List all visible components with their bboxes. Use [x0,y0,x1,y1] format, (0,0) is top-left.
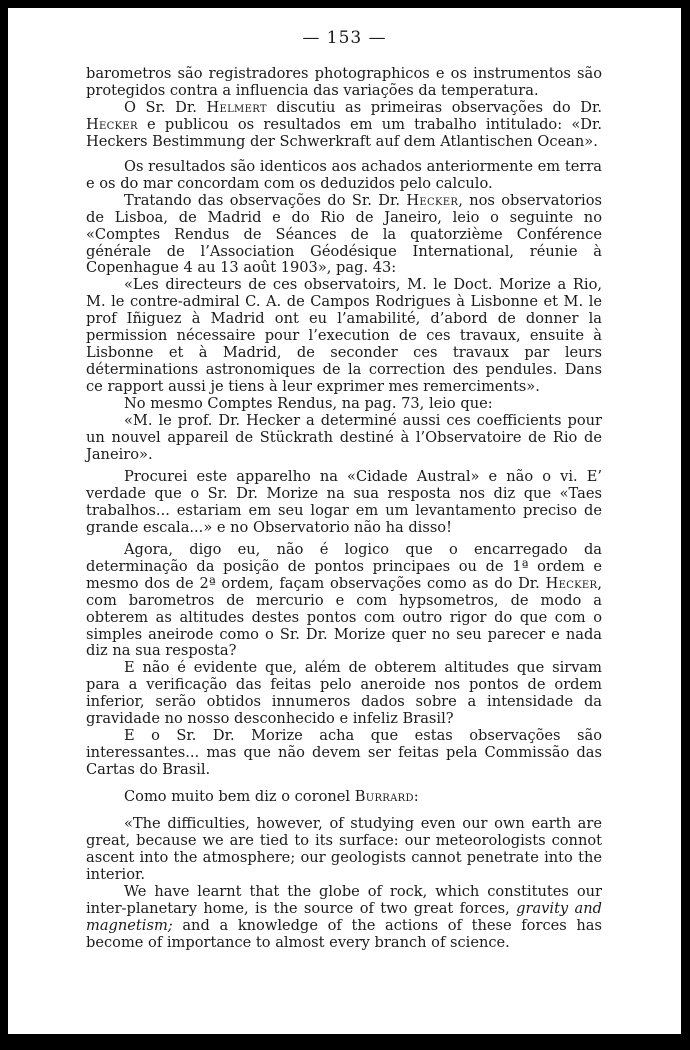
paragraph-5-quote: «Les directeurs de ces observatoirs, M. le Doct. Morize a Rio, M. le contre-admiral C. A. de Campos Rodrigues à Lisbonne et M. le prof Iñiguez à Madrid ont eu l’amabilité, d’abord de donner la permission nécessaire pour l’execution de ces travaux, ensuite à Lisbonne et à Madrid, de seconder ces travaux par leurs déterminations astronomiques de la correction des pendules. Dans ce rapport aussi je tiens à leur exprimer mes remerciments». [86,276,602,396]
paragraph-13-quote: «The difficulties, however, of studying even our own earth are great, because we are tied to its surface: our meteorologists connot ascent into the atmosphere; our geologists cannot penetrate into the interior. [86,815,602,883]
page-number: — 153 — [302,28,387,48]
author-name-hecker: Hecker [86,115,138,133]
paragraph-14-text-b: and a knowledge of the actions of these forces has become of importance to almost every branch of science. [86,916,602,951]
paragraph-4-text-a: Tratando das observações do Sr. Dr. [124,191,407,209]
paragraph-2-text-c: e publicou os resultados em um trabalho intitulado: «Dr. Heckers Bestimmung der Schwerkraft auf dem Atlantischen Ocean». [86,115,602,150]
paragraph-14-text-a: We have learnt that the globe of rock, which constitutes our inter-planetary home, is the source of two great forces, [86,882,602,917]
paragraph-9-text-a: Agora, digo eu, não é logico que o encarregado da determinação da posição de pontos principaes ou de 1ª ordem e mesmo dos de 2ª ordem, façam observações como as do Dr. [86,540,602,592]
paragraph-2-text-b: discutiu as primeiras observações do Dr. [266,98,602,116]
paragraph-12-text-a: Como muito bem diz o coronel [124,788,355,806]
paragraph-7-quote: «M. le prof. Dr. Hecker a determiné aussi ces coefficients pour un nouvel appareil de Stückrath destiné à l’Observatoire de Rio de Janeiro». [86,412,602,463]
paragraph-14-quote [86,884,602,952]
paragraph-12-text-b: : [413,788,419,806]
paragraph-1: barometros são registradores photographicos e os instrumentos são protegidos contra a influencia das variações da temperatura. [86,65,602,99]
paragraph-12 [86,789,602,806]
paragraph-9-text-b: , com barometros de mercurio e com hypsometros, de modo a obterem as altitudes destes pontos com outro rigor do que com o simples aneirode como o Sr. Dr. Morize quer no seu parecer e nada diz na sua resposta? [86,574,602,660]
paragraph-3: Os resultados são identicos aos achados anteriormente em terra e os do mar concordam com os deduzidos pelo calculo. [86,157,602,192]
paragraph-10: E não é evidente que, além de obterem altitudes que sirvam para a verificação das feitas pelo aneroide nos pontos de ordem inferior, serão obtidos innumeros dados sobre a intensidade da gravidade no nosso desconhecido e infeliz Brasil? [86,659,602,728]
paragraph-4 [86,193,602,278]
paragraph-6: No mesmo Comptes Rendus, na pag. 73, leio que: [124,395,493,413]
paragraph-2 [86,100,602,151]
author-name-helmert: Helmert [206,98,267,116]
document-page [8,8,681,1034]
paragraph-2-text-a: O Sr. Dr. [124,98,207,116]
body-text [86,66,602,952]
author-name-hecker-3: Hecker [545,574,598,592]
paragraph-4-text-b: , nos observatorios de Lisboa, de Madrid e do Rio de Janeiro, leio o seguinte no «Comptes Rendus de Séances de la quatorzième Conférence générale de l’Association Géodésique International, réunie à Copenhague 4 au 13 août 1903», pag. 43: [86,191,602,277]
paragraph-8: Procurei este apparelho na «Cidade Austral» e não o vi. E’ verdade que o Sr. Dr. Morize na sua resposta nos diz que «Taes trabalhos... estariam em seu logar em um levantamento preciso de grande escala...» e no Observatorio não ha disso! [86,467,602,536]
author-name-hecker-2: Hecker [406,191,459,209]
paragraph-9 [86,542,602,661]
paragraph-14-italic: gravity and magnetism; [86,899,602,934]
paragraph-11: E o Sr. Dr. Morize acha que estas observações são interessantes... mas que não devem ser feitas pela Commissão das Cartas do Brasil. [86,727,602,779]
author-name-burrard: Burrard [354,788,414,806]
